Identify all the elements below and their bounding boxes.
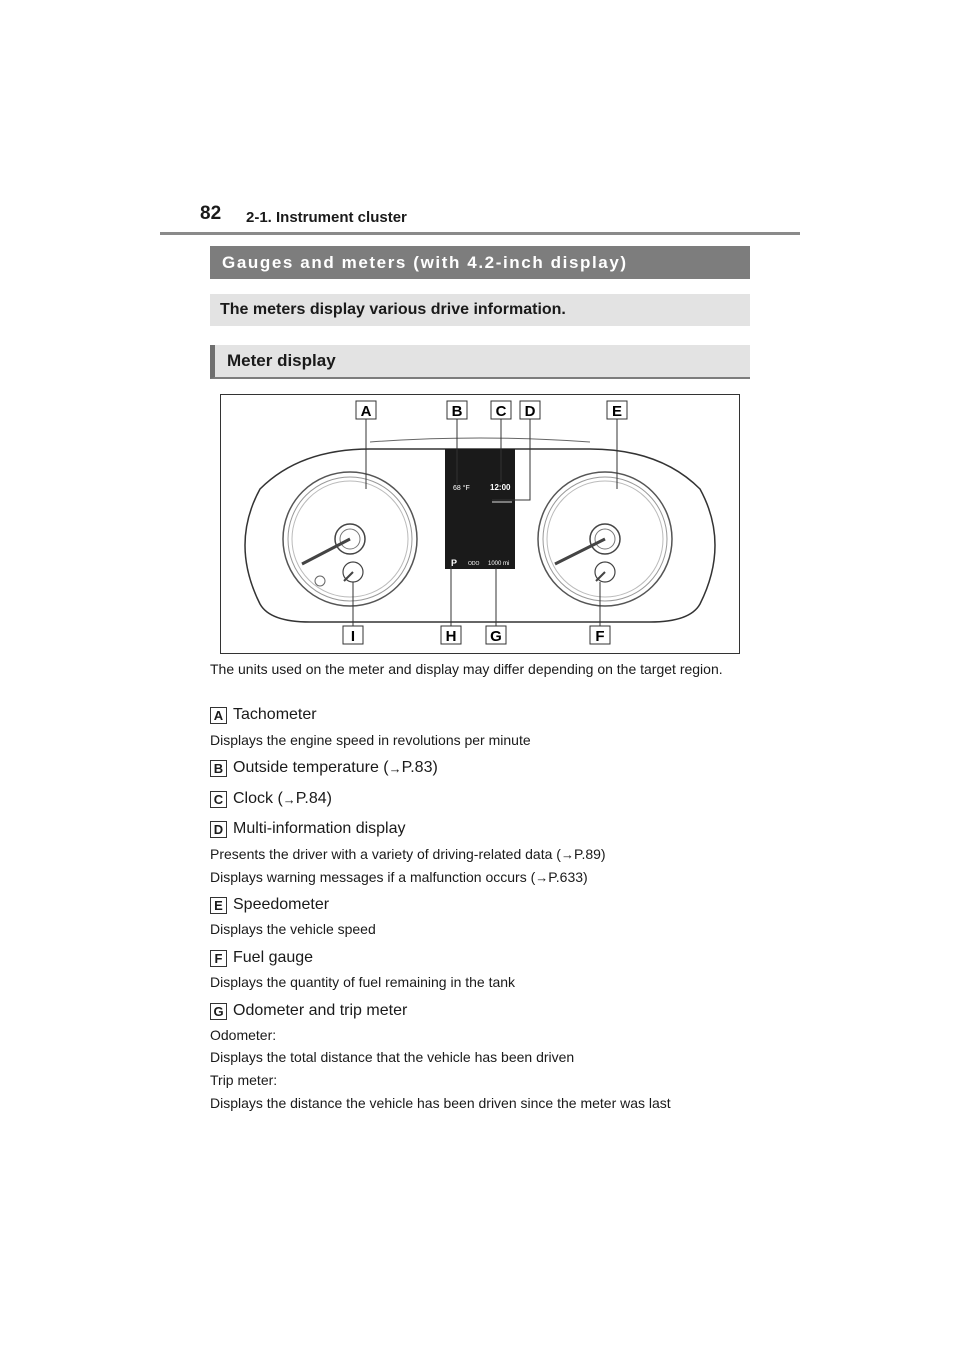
- callout-b: [447, 401, 467, 420]
- callout-c: [491, 401, 511, 420]
- description-text: Presents the driver with a variety of driving-related data (: [210, 846, 561, 862]
- svg-text:G: G: [490, 628, 502, 645]
- item-letter: C: [210, 791, 227, 808]
- reference-arrow-icon: →: [560, 847, 574, 862]
- item-description: Displays the total distance that the vehicle has been driven: [210, 1049, 575, 1065]
- page-reference-link[interactable]: P.633): [548, 869, 588, 885]
- reference-arrow-icon: →: [282, 791, 296, 807]
- reference-arrow-icon: →: [388, 760, 402, 776]
- item-description: Displays the vehicle speed: [210, 921, 376, 937]
- callout-f: [590, 626, 610, 645]
- item-tachometer: [210, 706, 317, 724]
- svg-text:C: C: [495, 403, 507, 420]
- display-temperature: 68 °F: [453, 485, 470, 492]
- display-gear: P: [451, 558, 458, 568]
- item-letter: E: [210, 897, 227, 914]
- callout-d: [520, 401, 540, 420]
- item-description: Displays the quantity of fuel remaining in the tank: [210, 974, 516, 990]
- item-title: Multi-information display: [233, 820, 406, 837]
- summary-banner: The meters display various drive information.: [210, 294, 750, 326]
- display-clock: 12:00: [490, 483, 511, 492]
- display-odo-value: 1000 mi: [488, 561, 510, 567]
- item-description: Displays the engine speed in revolutions per minute: [210, 732, 531, 748]
- header-divider: [160, 232, 800, 235]
- description-text: Displays warning messages if a malfunction occurs (: [210, 869, 536, 885]
- svg-text:D: D: [524, 403, 536, 420]
- page-reference-link[interactable]: P.89): [573, 846, 606, 862]
- svg-text:E: E: [611, 403, 623, 420]
- item-letter: A: [210, 707, 227, 724]
- item-description: [210, 846, 606, 862]
- instrument-cluster-illustration: [220, 394, 740, 654]
- callout-i: [343, 626, 363, 645]
- item-description: Trip meter:: [210, 1072, 278, 1088]
- main-heading: Gauges and meters (with 4.2-inch display): [210, 246, 750, 279]
- item-multi-information-display: [210, 820, 406, 838]
- item-title: Speedometer: [233, 896, 330, 913]
- subsection-heading: Meter display: [210, 345, 750, 379]
- item-description: Odometer:: [210, 1027, 277, 1043]
- svg-text:B: B: [451, 403, 463, 420]
- svg-text:I: I: [350, 628, 356, 645]
- display-odo-label: ODO: [468, 561, 480, 567]
- item-letter: B: [210, 760, 227, 777]
- callout-a: [356, 401, 376, 420]
- page-reference-link[interactable]: P.83): [401, 759, 438, 776]
- instrument-cluster-figure: [220, 394, 740, 654]
- callout-h: [441, 626, 461, 645]
- item-letter: D: [210, 821, 227, 838]
- item-title: Odometer and trip meter: [233, 1002, 408, 1019]
- item-fuel-gauge: [210, 949, 313, 967]
- item-title: Clock (: [233, 790, 283, 807]
- item-title: Fuel gauge: [233, 949, 314, 966]
- item-odometer-trip-meter: [210, 1002, 407, 1020]
- page-number: 82: [200, 203, 222, 224]
- section-title: 2-1. Instrument cluster: [246, 209, 407, 226]
- multi-information-display: [445, 449, 515, 569]
- svg-text:F: F: [595, 628, 605, 645]
- reference-arrow-icon: →: [535, 870, 549, 885]
- item-letter: F: [210, 950, 227, 967]
- item-clock: [210, 790, 332, 808]
- item-speedometer: [210, 896, 329, 914]
- item-description: [210, 869, 588, 885]
- item-outside-temperature: [210, 759, 438, 777]
- page-reference-link[interactable]: P.84): [295, 790, 332, 807]
- callout-g: [486, 626, 506, 645]
- callout-e: [607, 401, 627, 420]
- svg-text:H: H: [445, 628, 457, 645]
- item-letter: G: [210, 1003, 227, 1020]
- item-description: Displays the distance the vehicle has been driven since the meter was last: [210, 1095, 671, 1111]
- item-title: Outside temperature (: [233, 759, 389, 776]
- units-note: The units used on the meter and display may differ depending on the target region.: [210, 661, 723, 677]
- item-title: Tachometer: [233, 706, 317, 723]
- svg-text:A: A: [360, 403, 372, 420]
